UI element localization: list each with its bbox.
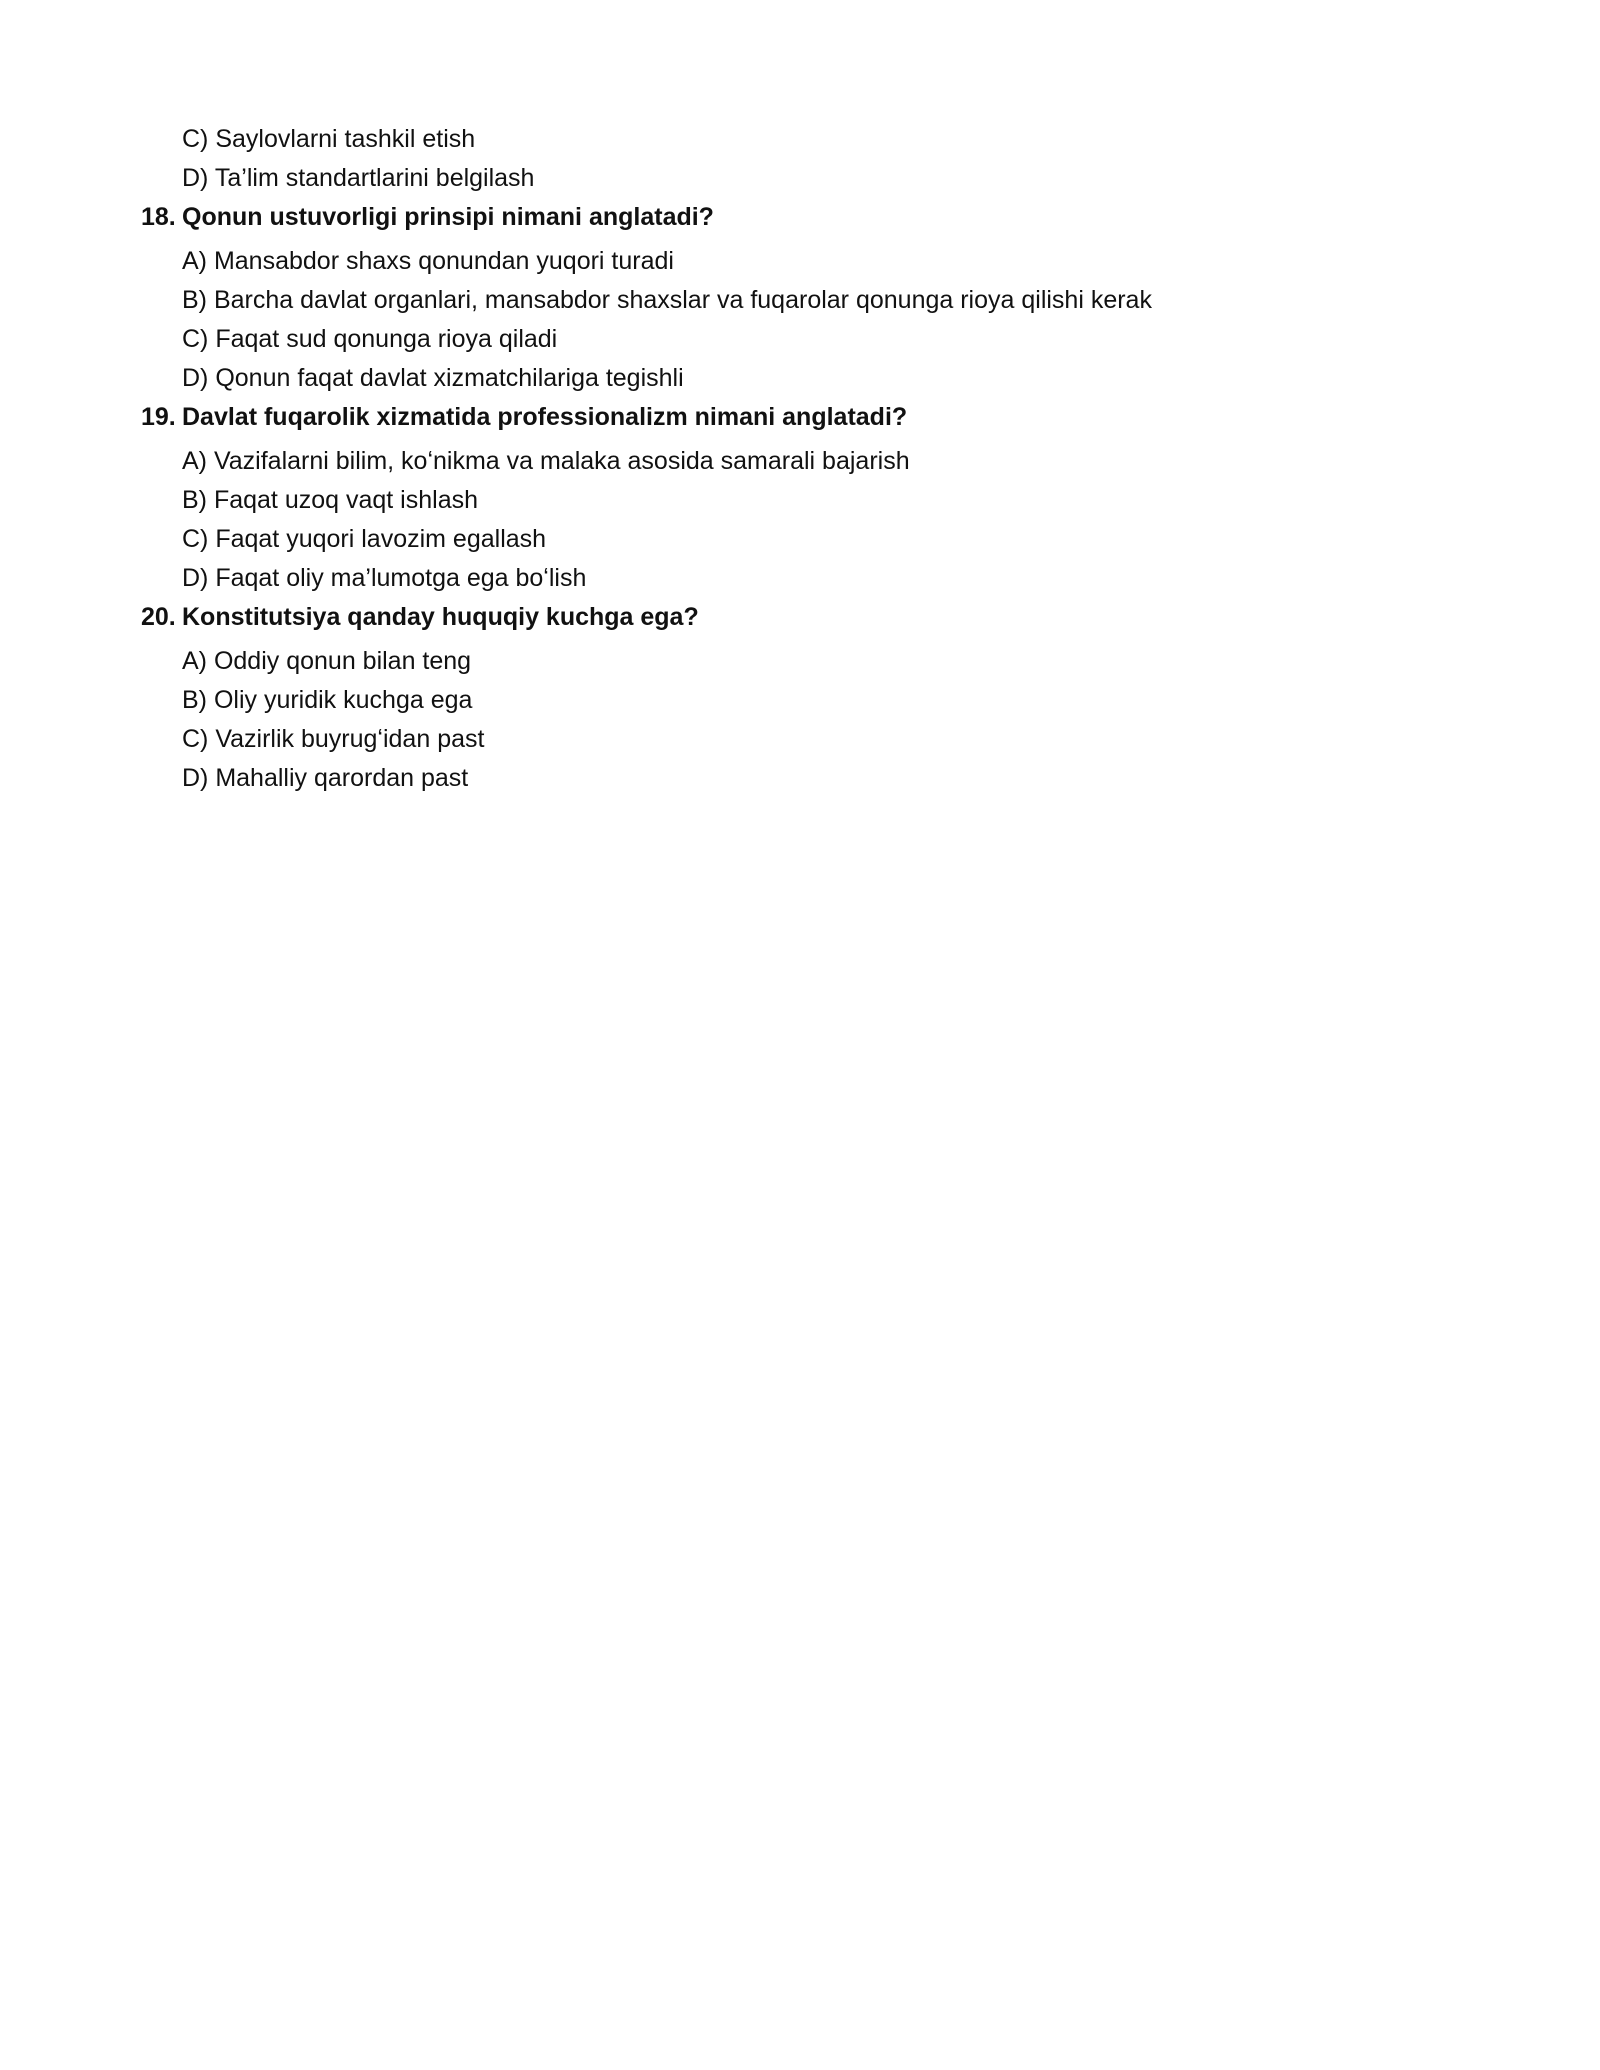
- option-d: D) Mahalliy qarordan past: [182, 764, 469, 792]
- option-c: C) Saylovlarni tashkil etish: [182, 125, 476, 153]
- question-text: [141, 598, 1441, 637]
- option-d: D) Ta’lim standartlarini belgilash: [182, 164, 535, 192]
- question-prompt: Konstitutsiya qanday huquqiy kuchga ega?: [182, 603, 699, 631]
- option-d: D) Qonun faqat davlat xizmatchilariga tegishli: [182, 364, 684, 392]
- option-a: A) Mansabdor shaxs qonundan yuqori turadi: [182, 247, 674, 275]
- previous-question-options: [141, 120, 1441, 198]
- option-d: D) Faqat oliy ma’lumotga ega boʻlish: [182, 564, 587, 592]
- option-c: C) Faqat sud qonunga rioya qiladi: [182, 325, 558, 353]
- question-20: [141, 598, 1441, 798]
- question-19: [141, 398, 1441, 598]
- question-prompt: Davlat fuqarolik xizmatida professionalizm nimani anglatadi?: [182, 403, 908, 431]
- question-18: [141, 198, 1441, 398]
- option-b: B) Barcha davlat organlari, mansabdor shaxslar va fuqarolar qonunga rioya qilishi kerak: [182, 286, 1152, 314]
- option-a: A) Vazifalarni bilim, koʻnikma va malaka asosida samarali bajarish: [182, 447, 910, 475]
- question-number: 18.: [141, 203, 176, 231]
- question-number: 19.: [141, 403, 176, 431]
- question-list: [141, 120, 1441, 798]
- question-number: 20.: [141, 603, 176, 631]
- option-a: A) Oddiy qonun bilan teng: [182, 647, 472, 675]
- option-b: B) Faqat uzoq vaqt ishlash: [182, 486, 478, 514]
- option-c: C) Faqat yuqori lavozim egallash: [182, 525, 547, 553]
- question-text: [141, 398, 1441, 437]
- question-text: [141, 198, 1441, 237]
- option-c: C) Vazirlik buyrugʻidan past: [182, 725, 485, 753]
- option-b: B) Oliy yuridik kuchga ega: [182, 686, 473, 714]
- question-prompt: Qonun ustuvorligi prinsipi nimani anglatadi?: [182, 203, 714, 231]
